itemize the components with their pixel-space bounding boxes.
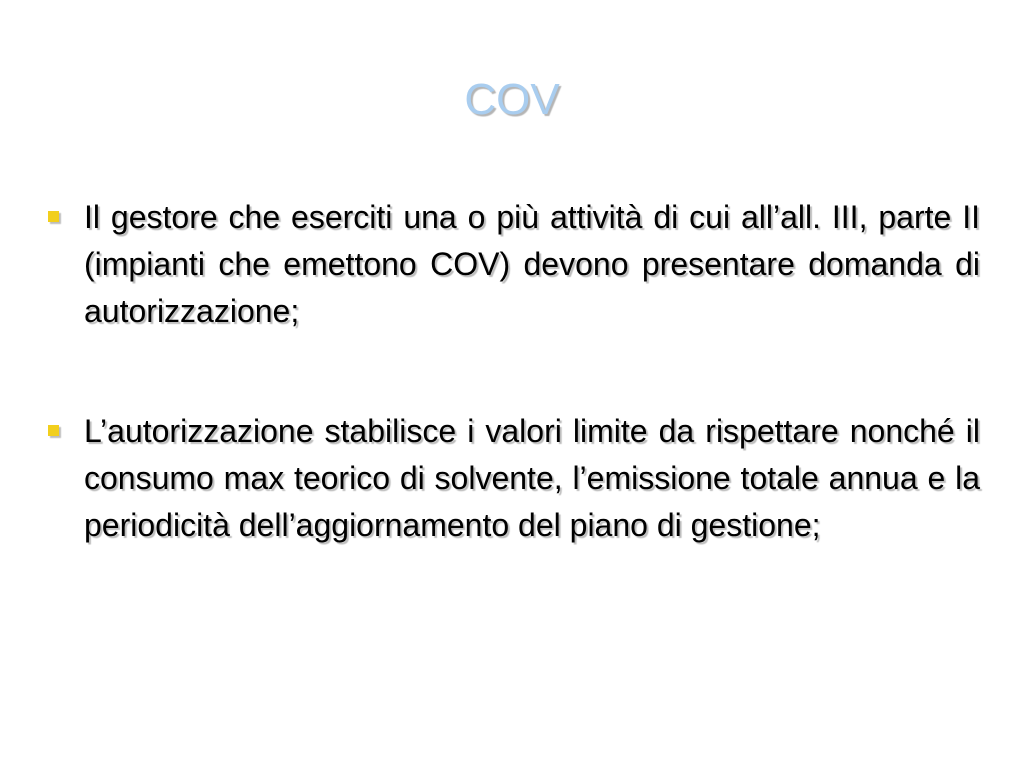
square-bullet-icon xyxy=(48,211,59,222)
square-bullet-icon xyxy=(48,425,59,436)
bullet-text: L’autorizzazione stabilisce i valori limite da rispettare nonché il consumo max teorico di solvente, l’emissione totale annua e la periodicità dell’aggiornamento del piano di gestione; xyxy=(84,413,980,543)
bullet-text: Il gestore che eserciti una o più attività di cui all’all. III, parte II (impianti che emettono COV) devono presentare domanda di autorizzazione; xyxy=(84,199,980,329)
bullet-item xyxy=(44,194,980,335)
slide-title: COV xyxy=(464,75,560,124)
bullet-item xyxy=(44,408,980,549)
bullet-list xyxy=(44,194,980,549)
